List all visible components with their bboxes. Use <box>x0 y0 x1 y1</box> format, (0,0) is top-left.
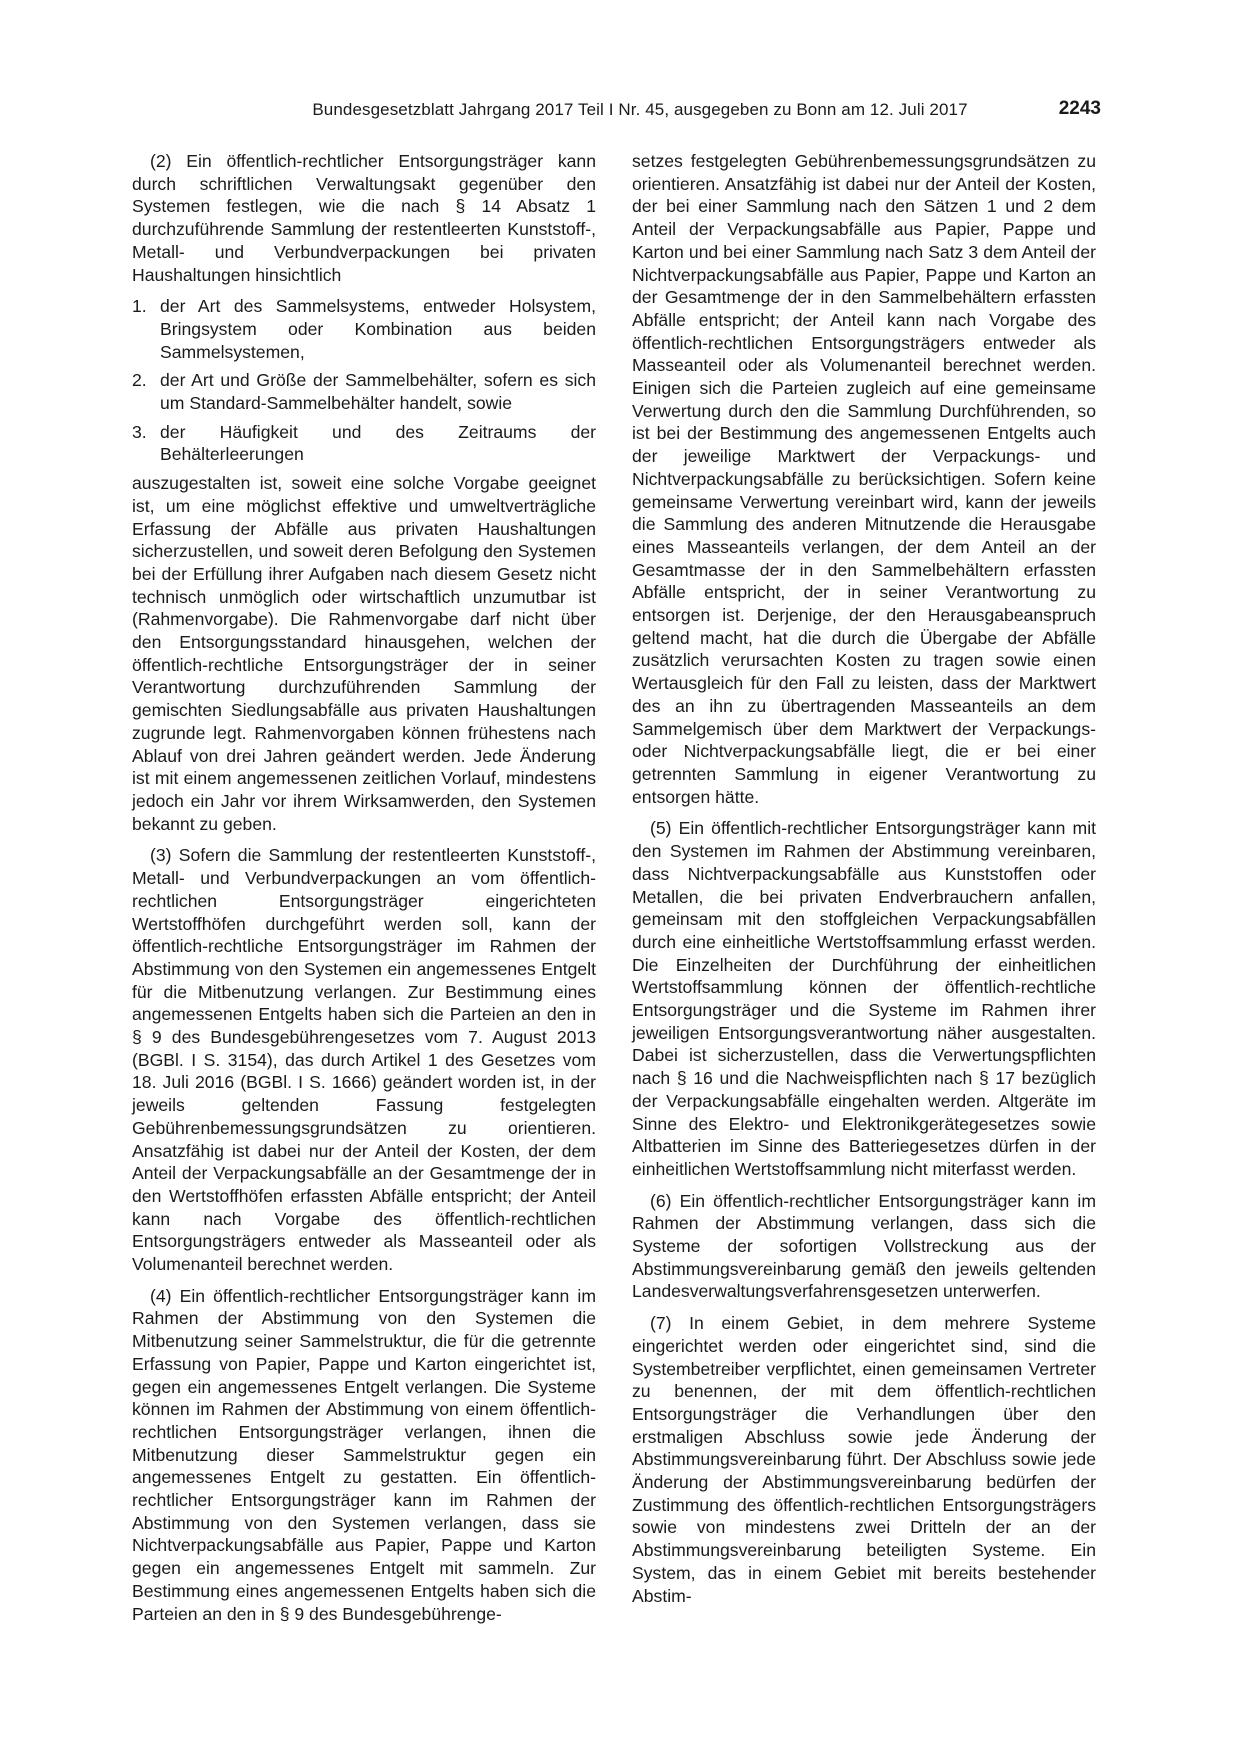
page-number: 2243 <box>1058 98 1101 119</box>
list-item-text: der Häufigkeit und des Zeitraums der Behälterleerungen <box>160 421 596 465</box>
list-item-number: 1. <box>132 296 147 317</box>
paragraph-3: (3) Sofern die Sammlung der restentleerten Kunststoff-, Metall- und Verbundverpackungen an vom öffentlich-rechtlichen Entsorgungsträger eingerichteten Wertstoffhöfen durchgeführt werden soll, kann der öffentlich-rechtliche Entsorgungsträger im Rahmen der Abstimmung von den Systemen ein angemessenes Entgelt für die Mitbenutzung verlangen. Zur Bestimmung eines angemessenen Entgelts haben sich die Parteien an den in § 9 des Bundesgebührengesetzes vom 7. August 2013 (BGBl. I S. 3154), das durch Artikel 1 des Gesetzes vom 18. Juli 2016 (BGBl. I S. 1666) geändert worden ist, in der jeweils geltenden Fassung festgelegten Gebührenbemessungsgrundsätzen zu orientieren. Ansatzfähig ist dabei nur der Anteil der Kosten, der dem Anteil der Verpackungsabfälle an der Gesamtmenge der in den Wertstoffhöfen erfassten Abfälle entspricht; der Anteil kann nach Vorgabe des öffentlich-rechtlichen Entsorgungsträgers entweder als Masseanteil oder als Volumenanteil berechnet werden. <box>132 845 596 1275</box>
paragraph-2-continuation: auszugestalten ist, soweit eine solche Vorgabe geeignet ist, um eine möglichst effektive und umweltverträgliche Erfassung der Abfälle aus privaten Haushaltungen sicherzustellen, und soweit deren Befolgung den Systemen bei der Erfüllung ihrer Aufgaben nach diesem Gesetz nicht technisch unmöglich oder wirtschaftlich unzumutbar ist (Rahmenvorgabe). Die Rahmenvorgabe darf nicht über den Entsorgungsstandard hinausgehen, welchen der öffentlich-rechtliche Entsorgungsträger der in seiner Verantwortung durchzuführenden Sammlung der gemischten Siedlungsabfälle aus privaten Haushaltungen zugrunde legt. Rahmenvorgaben können frühestens nach Ablauf von drei Jahren geändert werden. Jede Änderung ist mit einem angemessenen zeitlichen Vorlauf, mindestens jedoch ein Jahr vor ihrem Wirksamwerden, den Systemen bekannt zu geben. <box>132 473 596 834</box>
paragraph-5: (5) Ein öffentlich-rechtlicher Entsorgungsträger kann mit den Systemen im Rahmen der Abstimmung vereinbaren, dass Nichtverpackungsabfälle aus Kunststoffen oder Metallen, die bei privaten Endverbrauchern anfallen, gemeinsam mit den stoffgleichen Verpackungsabfällen durch eine einheitliche Wertstoffsammlung erfasst werden. Die Einzelheiten der Durchführung der einheitlichen Wertstoffsammlung können der öffentlich-rechtliche Entsorgungsträger und die Systeme im Rahmen ihrer jeweiligen Entsorgungsverantwortung näher ausgestalten. Dabei ist sicherzustellen, dass die Verwertungspflichten nach § 16 und die Nachweispflichten nach § 17 bezüglich der Verpackungsabfälle eingehalten werden. Altgeräte im Sinne des Elektro- und Elektronikgerätegesetzes sowie Altbatterien im Sinne des Batteriegesetzes dürfen in der einheitlichen Wertstoffsammlung nicht miterfasst werden. <box>632 818 1096 1179</box>
list-item-number: 2. <box>132 370 147 391</box>
list-item-text: der Art des Sammelsystems, entweder Holsystem, Bringsystem oder Kombination aus beiden Sammelsystemen, <box>160 296 596 362</box>
list-item-number: 3. <box>132 421 147 442</box>
enumerated-list <box>132 295 596 466</box>
running-header: Bundesgesetzblatt Jahrgang 2017 Teil I Nr. 45, ausgegeben zu Bonn am 12. Juli 2017 <box>312 100 968 119</box>
list-item <box>132 295 596 363</box>
right-column <box>632 150 1096 1616</box>
paragraph-6: (6) Ein öffentlich-rechtlicher Entsorgungsträger kann im Rahmen der Abstimmung verlangen, dass sich die Systeme der sofortigen Vollstreckung aus der Abstimmungsvereinbarung gemäß den jeweils geltenden Landesverwaltungsverfahrensgesetzen unterwerfen. <box>632 1190 1096 1302</box>
paragraph-4: (4) Ein öffentlich-rechtlicher Entsorgungsträger kann im Rahmen der Abstimmung von den Systemen die Mitbenutzung seiner Sammelstruktur, die für die getrennte Erfassung von Papier, Pappe und Karton eingerichtet ist, gegen ein angemessenes Entgelt verlangen. Die Systeme können im Rahmen der Abstimmung von einem öffentlich-rechtlichen Entsorgungsträger verlangen, ihnen die Mitbenutzung dieser Sammelstruktur gegen ein angemessenes Entgelt zu gestatten. Ein öffentlich-rechtlicher Entsorgungsträger kann im Rahmen der Abstimmung von den Systemen verlangen, dass sie Nichtverpackungsabfälle aus Papier, Pappe und Karton gegen ein angemessenes Entgelt mit sammeln. Zur Bestimmung eines angemessenen Entgelts haben sich die Parteien an den in § 9 des Bundesgebührenge- <box>132 1285 596 1624</box>
paragraph-2-intro: (2) Ein öffentlich-rechtlicher Entsorgungsträger kann durch schriftlichen Verwaltungsakt gegenüber den Systemen festlegen, wie die nach § 14 Absatz 1 durchzuführende Sammlung der restentleerten Kunststoff-, Metall- und Verbundverpackungen bei privaten Haushaltungen hinsichtlich <box>132 151 596 285</box>
paragraph-4-continuation: setzes festgelegten Gebührenbemessungsgrundsätzen zu orientieren. Ansatzfähig ist dabei nur der Anteil der Kosten, der bei einer Sammlung nach den Sätzen 1 und 2 dem Anteil der Verpackungsabfälle aus Papier, Pappe und Karton und bei einer Sammlung nach Satz 3 dem Anteil der Nichtverpackungsabfälle aus Papier, Pappe und Karton an der Gesamtmenge der in den Sammelbehältern erfassten Abfälle entspricht; der Anteil kann nach Vorgabe des öffentlich-rechtlichen Entsorgungsträgers entweder als Masseanteil oder als Volumenanteil berechnet werden. Einigen sich die Parteien zugleich auf eine gemeinsame Verwertung durch den die Sammlung Durchführenden, so ist bei der Bestimmung des angemessenen Entgelts auch der jeweilige Marktwert der Verpackungs- und Nichtverpackungsabfälle zu berücksichtigen. Sofern keine gemeinsame Verwertung vereinbart wird, kann der jeweils die Sammlung des anderen Mitnutzende die Herausgabe eines Masseanteils verlangen, der dem Anteil an der Gesamtmasse der in den Sammelbehältern erfassten Abfälle entspricht, der in seiner Verantwortung zu entsorgen ist. Derjenige, der den Herausgabeanspruch geltend macht, hat die durch die Übergabe der Abfälle zusätzlich verursachten Kosten zu tragen sowie einen Wertausgleich für den Fall zu leisten, dass der Marktwert des an ihn zu übertragenden Masseanteils an dem Sammelgemisch über dem Marktwert der Verpackungs- oder Nichtverpackungsabfälle liegt, die er bei einer getrennten Sammlung in eigener Verantwortung zu entsorgen hätte. <box>632 151 1096 807</box>
left-column <box>132 150 596 1634</box>
list-item-text: der Art und Größe der Sammelbehälter, sofern es sich um Standard-Sammelbehälter handelt, sowie <box>160 370 596 414</box>
list-item <box>132 369 596 414</box>
paragraph-7: (7) In einem Gebiet, in dem mehrere Systeme eingerichtet werden oder eingerichtet sind, sind die Systembetreiber verpflichtet, einen gemeinsamen Vertreter zu benennen, der mit dem öffentlich-rechtlichen Entsorgungsträger die Verhandlungen über den erstmaligen Abschluss sowie jede Änderung der Abstimmungsvereinbarung führt. Der Abschluss sowie jede Änderung der Abstimmungsvereinbarung bedürfen der Zustimmung des öffentlich-rechtlichen Entsorgungsträgers sowie von mindestens zwei Dritteln der an der Abstimmungsvereinbarung beteiligten Systeme. Ein System, das in einem Gebiet mit bereits bestehender Abstim- <box>632 1313 1096 1606</box>
list-item <box>132 421 596 466</box>
